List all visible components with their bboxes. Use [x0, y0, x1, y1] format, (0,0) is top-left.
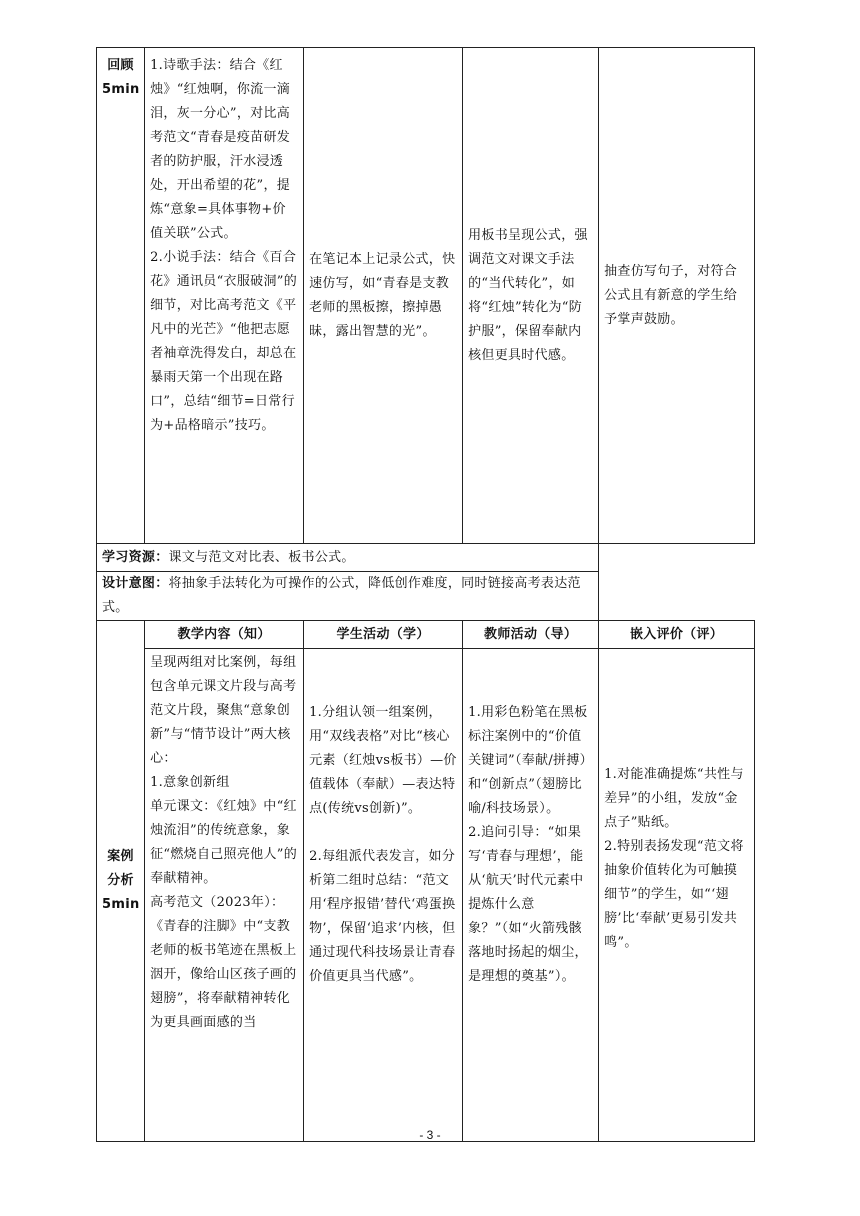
- case-knowledge-cell: [145, 649, 304, 1142]
- review-student-text: 在笔记本上记录公式，快速仿写，如“青春是支教老师的黑板擦，擦掉愚昧，露出智慧的光”。: [309, 251, 456, 339]
- case-evaluation-text: 1.对能准确提炼“共性与差异”的小组，发放“金点子”贴纸。 2.特别表扬发现“范文将抽象价值转化为可触摸细节”的学生，如“‘翅膀’比‘奉献’更易引发共鸣”。: [604, 767, 744, 950]
- case-stage-title-2: 分析: [107, 873, 134, 888]
- review-stage-duration: 5min: [102, 82, 140, 97]
- review-knowledge-cell: [145, 48, 304, 544]
- header-student: 学生活动（学）: [304, 621, 463, 649]
- page-number: - 3 -: [419, 1128, 441, 1142]
- review-student-cell: [304, 48, 463, 544]
- intent-text: 将抽象手法转化为可操作的公式，降低创作难度，同时链接高考表达范式。: [102, 576, 581, 615]
- case-teacher-cell: [463, 649, 599, 1142]
- review-intent-row: [97, 572, 755, 621]
- review-stage-cell: [97, 48, 145, 544]
- review-resources-row: [97, 544, 755, 572]
- case-stage-title-1: 案例: [107, 849, 134, 864]
- review-evaluation-text: 抽查仿写句子，对符合公式且有新意的学生给予掌声鼓励。: [604, 263, 738, 327]
- review-teacher-text: 用板书呈现公式，强调范文对课文手法的“当代转化”，如将“红烛”转化为“防护服”，保留奉献内核但更具时代感。: [468, 227, 588, 363]
- case-stage-cell: [97, 621, 145, 1142]
- lesson-plan-page: [96, 47, 755, 1142]
- case-knowledge-text: 呈现两组对比案例，每组包含单元课文片段与高考范文片段，聚焦“意象创新”与“情节设计”两大核心： 1.意象创新组 单元课文：《红烛》中“红烛流泪”的传统意象，象征“燃烧自己照亮他人”的奉献精神。 高考范文（2023年）：《青春的注脚》中“支教老师的板书笔迹在黑板上洇开，像给山区孩子画的翅膀”，将奉献精神转化为更具画面感的当: [150, 655, 298, 1030]
- case-student-text: 1.分组认领一组案例，用“双线表格”对比“核心元素（红烛vs板书）—价值载体（奉献）—表达特点(传统vs创新)”。 2.每组派代表发言，如分析第二组时总结：“范文用‘程序报错’替代‘鸡蛋换物’，保留‘追求’内核，但通过现代科技场景让青春价值更具当代感”。: [309, 705, 457, 984]
- header-teacher: 教师活动（导）: [463, 621, 599, 649]
- review-row: [97, 48, 755, 544]
- resources-text: 课文与范文对比表、板书公式。: [168, 549, 355, 565]
- case-student-cell: [304, 649, 463, 1142]
- case-content-row: [97, 649, 755, 1142]
- case-teacher-text: 1.用彩色粉笔在黑板标注案例中的“价值关键词”（奉献/拼搏）和“创新点”（翅膀比喻/科技场景）。 2.追问引导：“如果写‘青春与理想’，能从‘航天’时代元素中提炼什么意象？”（如“火箭残骸落地时扬起的烟尘，是理想的奠基”）。: [468, 705, 593, 984]
- review-resources-cell: [97, 544, 599, 572]
- review-evaluation-cell: [599, 48, 755, 544]
- review-stage-title: 回顾: [107, 58, 134, 73]
- case-header-row: [97, 621, 755, 649]
- lesson-plan-table: [96, 47, 755, 1142]
- intent-label: 设计意图：: [102, 576, 169, 591]
- review-teacher-cell: [463, 48, 599, 544]
- case-stage-duration: 5min: [102, 897, 140, 912]
- header-evaluation: 嵌入评价（评）: [599, 621, 755, 649]
- review-knowledge-text: 1.诗歌手法：结合《红烛》“红烛啊，你流一滴泪，灰一分心”，对比高考范文“青春是疫苗研发者的防护服，汗水浸透处，开出希望的花”，提炼“意象=具体事物+价值关联”公式。 2.小说手法：结合《百合花》通讯员“衣服破洞”的细节，对比高考范文《平凡中的光芒》“他把志愿者袖章洗得发白，却总在暴雨天第一个出现在路口”，总结“细节=日常行为+品格暗示”技巧。: [150, 58, 298, 433]
- resources-label: 学习资源：: [102, 549, 169, 565]
- review-intent-cell: [97, 572, 599, 621]
- case-evaluation-cell: [599, 649, 755, 1142]
- header-knowledge: 教学内容（知）: [145, 621, 304, 649]
